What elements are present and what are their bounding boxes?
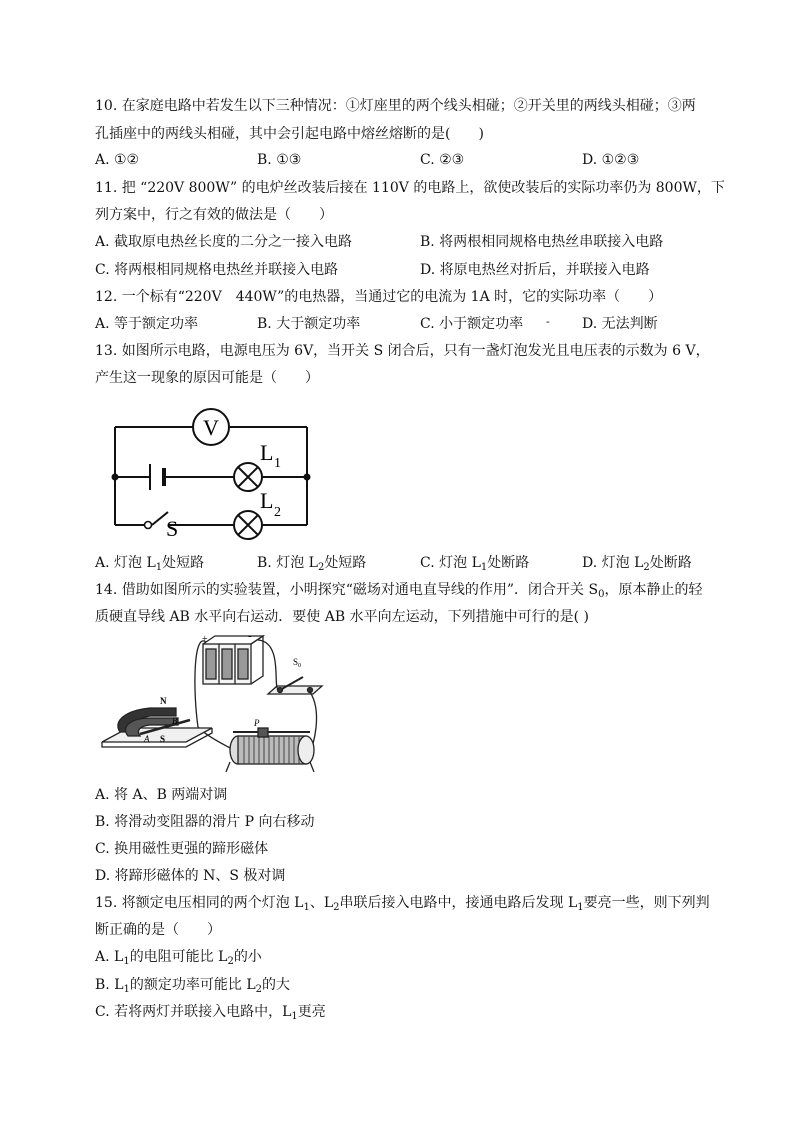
q11-option-b: B. 将两根相同规格电热丝串联接入电路 [420,234,664,250]
q11-option-a: A. 截取原电热丝长度的二分之一接入电路 [95,234,353,250]
rheostat-slider-p [258,728,268,737]
q14-apparatus-illustration [98,632,328,777]
q11-option-c: C. 将两根相同规格电热丝并联接入电路 [95,262,339,278]
q10-stem-line1: 10. 在家庭电路中若发生以下三种情况：①灯座里的两个线头相碰；②开关里的两线头相碰；③两 [95,98,696,114]
q13-stem-line1: 13. 如图所示电路，电源电压为 6V，当开关 S 闭合后，只有一盏灯泡发光且电压表的示数为 6 V， [95,343,710,359]
q14-option-c: C. 换用磁性更强的蹄形磁体 [95,841,269,857]
q12-stray-mark: - [546,315,550,328]
slider-p-label: P [254,718,260,728]
q15-stem-line1: 15. 将额定电压相同的两个灯泡 $L_1$、$L_2$串联后接入电路中，接通电路后发现 $L_1$要亮一些，则下列判 [95,895,710,913]
q14-stem-line1: 14. 借助如图所示的实验装置，小明探究“磁场对通电直导线的作用”．闭合开关 $S_0$，原本静止的轻 [95,582,703,600]
q14-option-b: B. 将滑动变阻器的滑片 P 向右移动 [95,814,315,830]
q15-option-a: A. $L_1$的电阻可能比 $L_2$的小 [95,949,262,967]
battery-plus-label: + [202,634,208,645]
q13-option-d: D. 灯泡 $L_2$处断路 [582,555,692,573]
q15-stem-line2: 断正确的是（ ） [95,922,221,938]
q11-stem-line2: 列方案中，行之有效的做法是（ ） [95,207,333,223]
q10-option-b: B. ①③ [257,152,302,168]
q15-option-b: B. $L_1$的额定功率可能比 $L_2$的大 [95,977,290,995]
junction-dot-left [112,474,119,481]
q15-option-c: C. 若将两灯并联接入电路中，$L_1$更亮 [95,1004,326,1022]
q10-stem-line2: 孔插座中的两线头相碰，其中会引起电路中熔丝熔断的是( ) [95,126,484,142]
q10-option-c: C. ②③ [420,152,465,168]
switch-label: S [166,516,179,541]
q12-option-c: C. 小于额定功率 [420,316,524,332]
switch-s0-label: $S_0$ [293,657,302,669]
q12-option-b: B. 大于额定功率 [257,316,361,332]
q10-option-d: D. ①②③ [582,152,640,168]
q12-option-d: D. 无法判断 [582,316,658,332]
lamp-l2-label: L [260,488,274,513]
q14-option-a: A. 将 A、B 两端对调 [95,787,228,803]
junction-dot-right [304,474,311,481]
magnet-s-label: S [160,734,166,744]
q12-stem-line1: 12. 一个标有“220V 440W”的电热器，当通过它的电流为 1A 时，它的实际功率（ ） [95,289,663,305]
rod-end-b-label: B [172,716,178,726]
switch-contact [145,522,152,529]
rod-end-a-label: A [144,734,150,744]
q13-circuit-diagram [100,402,330,542]
lamp-l1-subscript: 1 [274,456,281,471]
lamp-l1-label: L [260,440,274,465]
q11-stem-line1: 11. 把 “220V 800W” 的电炉丝改装后接在 110V 的电路上，欲使改装后的实际功率仍为 800W，下 [95,180,725,196]
voltmeter-label: V [203,415,219,440]
q13-stem-line2: 产生这一现象的原因可能是（ ） [95,370,319,386]
magnet-n-label: N [160,696,167,706]
q13-option-b: B. 灯泡 $L_2$处短路 [257,555,367,573]
battery-minus-label: - [248,632,252,642]
q14-stem-line2: 质硬直导线 AB 水平向右运动．要使 AB 水平向左运动，下列措施中可行的是( ) [95,609,589,625]
q11-option-d: D. 将原电热丝对折后，并联接入电路 [420,262,650,278]
q13-option-c: C. 灯泡 $L_1$处断路 [420,555,530,573]
switch-board [268,686,322,694]
lamp-l2-subscript: 2 [274,505,281,520]
q14-option-d: D. 将蹄形磁体的 N、S 极对调 [95,868,286,884]
q12-option-a: A. 等于额定功率 [95,316,199,332]
q13-option-a: A. 灯泡 $L_1$处短路 [95,555,205,573]
q10-option-a: A. ①② [95,152,140,168]
